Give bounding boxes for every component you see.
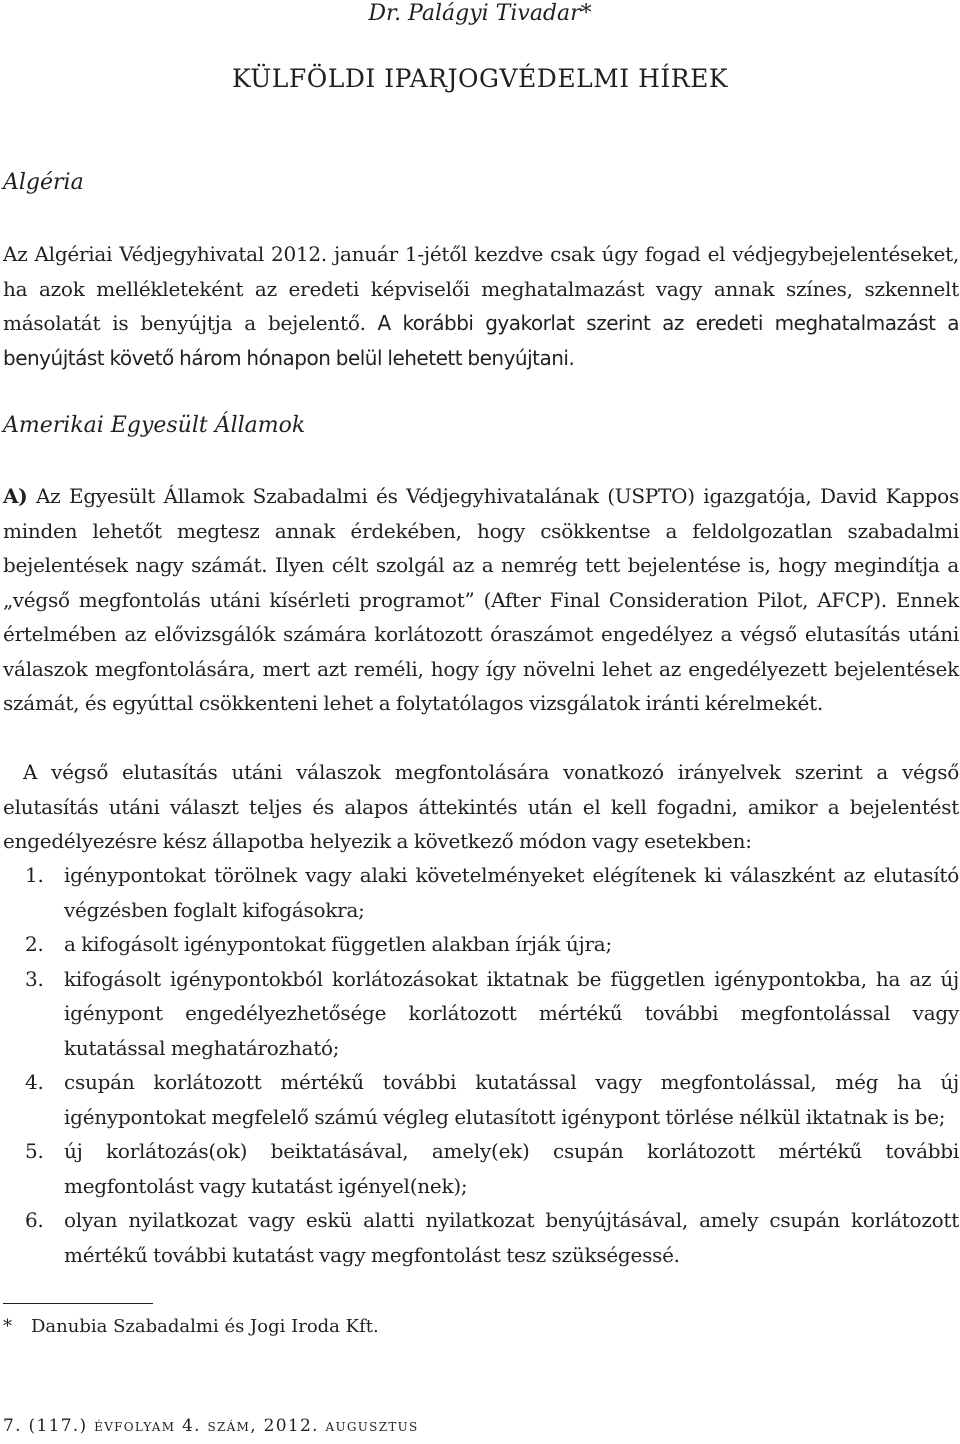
paragraph-algeria-serif: Az Algériai Védjegyhivatal 2012. január 1-jétől kezdve csak úgy fogad el védjegybejelentéseket, ha azok mellékleteként az eredeti képviselői meghatalmazást vagy annak színes, szkennelt másolatát is benyújtja a bejelentő. <box>3 242 959 335</box>
list-item-number: 2. <box>25 932 44 956</box>
section-heading-usa: Amerikai Egyesült Államok <box>3 413 306 438</box>
list-item-text: igénypontokat törölnek vagy alaki követelményeket elégítenek ki válaszként az elutasító végzésben foglalt kifogásokra; <box>64 863 959 922</box>
list-item <box>3 858 959 927</box>
issue-footer: 7. (117.) évfolyam 4. szám, 2012. augusztus <box>3 1416 419 1436</box>
list-item <box>3 1065 959 1134</box>
requirements-list <box>3 858 959 1272</box>
paragraph-usa-1 <box>3 479 959 721</box>
footnote-mark: * <box>3 1316 12 1337</box>
list-item <box>3 962 959 1066</box>
list-item <box>3 1134 959 1203</box>
list-item-number: 1. <box>25 863 44 887</box>
list-item-text: új korlátozás(ok) beiktatásával, amely(ek) csupán korlátozott mértékű további megfontolást vagy kutatást igényel(nek); <box>64 1139 959 1198</box>
footnote <box>3 1314 379 1340</box>
paragraph-marker: A) <box>3 484 28 508</box>
author-name: Dr. Palágyi Tivadar* <box>368 1 592 26</box>
list-item <box>3 1203 959 1272</box>
list-item-text: a kifogásolt igénypontokat független alakban írják újra; <box>64 932 612 956</box>
list-item-number: 3. <box>25 966 44 991</box>
article-title: KÜLFÖLDI IPARJOGVÉDELMI HÍREK <box>231 64 729 93</box>
list-item-number: 6. <box>25 1208 44 1232</box>
list-item <box>3 927 959 962</box>
list-item-text: olyan nyilatkozat vagy eskü alatti nyilatkozat benyújtásával, amely csupán korlátozott mértékű további kutatást vagy megfontolást tesz szükségessé. <box>64 1208 959 1267</box>
footnote-divider <box>3 1303 153 1304</box>
list-item-text: csupán korlátozott mértékű további kutatással vagy megfontolással, még ha új igénypontokat megfelelő számú végleg elutasított igénypont törlése nélkül iktatnak is be; <box>64 1070 959 1129</box>
list-item-number: 5. <box>25 1139 44 1163</box>
paragraph-usa-2: A végső elutasítás utáni válaszok megfontolására vonatkozó irányelvek szerint a végső elutasítás utáni választ teljes és alapos áttekintés után el kell fogadni, amikor a bejelentést engedélyezésre kész állapotba helyezik a következő módon vagy esetekben: <box>3 760 959 853</box>
paragraph-usa-1-text: Az Egyesült Államok Szabadalmi és Védjegyhivatalának (USPTO) igazgatója, David Kappos minden lehetőt megtesz annak érdekében, hogy csökkentse a feldolgozatlan szabadalmi bejelentések nagy számát. Ilyen célt szolgál az a nemrég tett bejelentése is, hogy megindítja a „végső megfontolás utáni kísérleti programot” (After Final Consideration Pilot, AFCP). Ennek értelmében az elővizsgálók számára korlátozott óraszámot engedélyez a végső elutasítás utáni válaszok megfontolására, mert azt reméli, hogy így növelni lehet az engedélyezett bejelentések számát, és egyúttal csökkenteni lehet a folytatólagos vizsgálatok iránti kérelmekét. <box>3 484 959 715</box>
paragraph-algeria <box>3 237 959 375</box>
section-heading-algeria: Algéria <box>3 170 84 195</box>
paragraph-algeria-sans: A korábbi gyakorlat szerint az eredeti meghatalmazást a benyújtást követő három hónapon belül lehetett benyújtani. <box>3 311 960 370</box>
list-item-number: 4. <box>25 1070 44 1094</box>
list-item-text: kifogásolt igénypontokból korlátozásokat iktatnak be független igénypontokba, ha az új igénypont engedélyezhetősége korlátozott mértékű további megfontolással vagy kutatással meghatározható; <box>64 966 959 1060</box>
footnote-text: Danubia Szabadalmi és Jogi Iroda Kft. <box>31 1316 379 1337</box>
